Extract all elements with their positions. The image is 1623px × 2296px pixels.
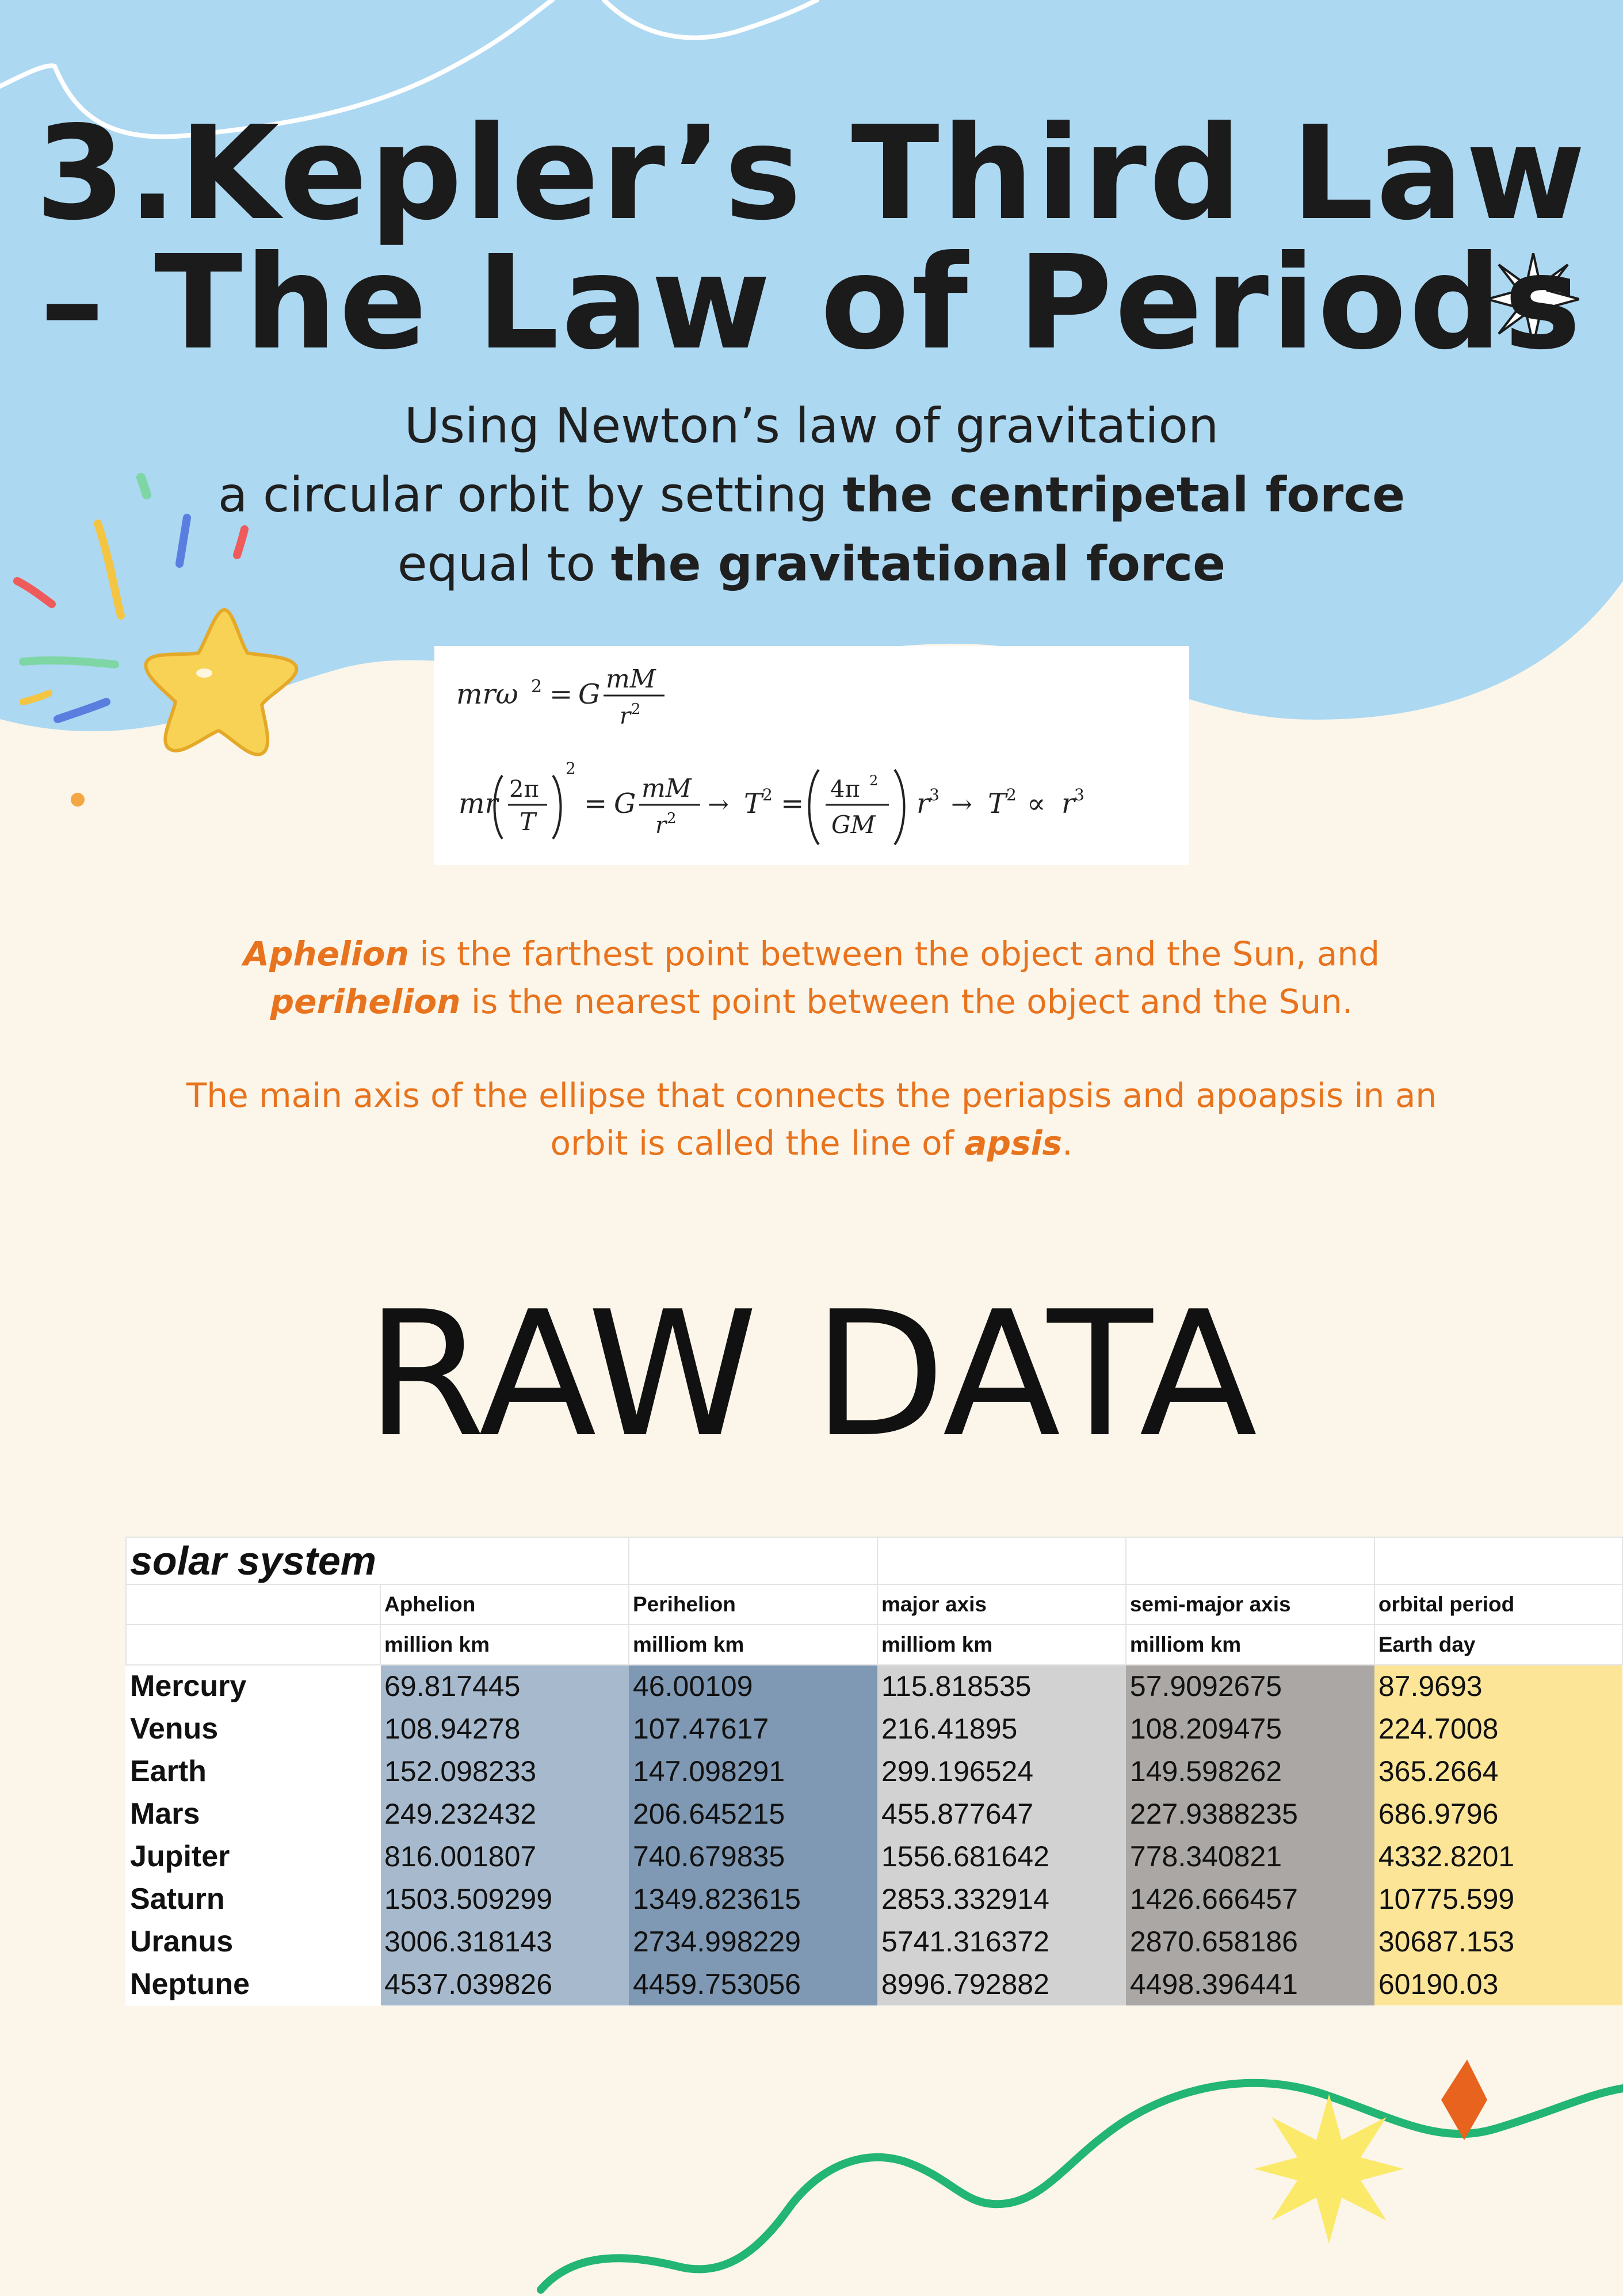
planet-name: Neptune [126, 1963, 380, 2005]
formula-image [434, 646, 1189, 865]
svg-text:∝: ∝ [1027, 788, 1046, 820]
perihelion-value: 1349.823615 [629, 1878, 877, 1920]
table-empty-cell [877, 1537, 1126, 1584]
semi-major-axis-value: 2870.658186 [1126, 1920, 1374, 1963]
orbital-period-value: 10775.599 [1374, 1878, 1622, 1920]
aphelion-value: 152.098233 [380, 1750, 629, 1793]
unit-semi-major-axis: milliom km [1126, 1625, 1374, 1665]
svg-text:→: → [951, 790, 972, 819]
subtitle-line-3-bold: the gravitational force [610, 536, 1226, 592]
perihelion-value: 46.00109 [629, 1665, 877, 1707]
svg-text:2π: 2π [509, 776, 539, 803]
formula-box [434, 646, 1189, 865]
orbital-period-value: 365.2664 [1374, 1750, 1622, 1793]
table-row [126, 1750, 1622, 1793]
svg-text:T: T [988, 788, 1007, 820]
aphelion-value: 816.001807 [380, 1835, 629, 1878]
subtitle-line-3-text: equal to [397, 536, 611, 592]
table-row [126, 1963, 1622, 2005]
table-row [126, 1835, 1622, 1878]
subtitle [0, 391, 1623, 598]
perihelion-value: 4459.753056 [629, 1963, 877, 2005]
planet-name: Earth [126, 1750, 380, 1793]
svg-text:G: G [614, 788, 636, 820]
table-row [126, 1665, 1622, 1707]
perihelion-value: 2734.998229 [629, 1920, 877, 1963]
table-title-cell [126, 1537, 380, 1584]
perihelion-value: 107.47617 [629, 1707, 877, 1750]
table-row [126, 1707, 1622, 1750]
aphelion-value: 3006.318143 [380, 1920, 629, 1963]
svg-text:4π: 4π [830, 776, 860, 803]
subtitle-line-2-text: a circular orbit by setting [217, 467, 843, 523]
svg-text:GM: GM [831, 811, 876, 839]
svg-text:=: = [781, 788, 804, 820]
table-empty-cell [1374, 1537, 1622, 1584]
planet-name: Saturn [126, 1878, 380, 1920]
major-axis-value: 5741.316372 [877, 1920, 1126, 1963]
planet-name: Mars [126, 1793, 380, 1835]
svg-text:2: 2 [531, 677, 543, 697]
title-line-2: – The Law of Periods [40, 228, 1583, 379]
orbital-period-value: 60190.03 [1374, 1963, 1622, 2005]
table-header-row [126, 1584, 1622, 1625]
table-row [126, 1920, 1622, 1963]
perihelion-value: 147.098291 [629, 1750, 877, 1793]
planet-name: Uranus [126, 1920, 380, 1963]
apsis-definition [0, 1072, 1623, 1167]
svg-text:2: 2 [667, 810, 677, 827]
semi-major-axis-value: 149.598262 [1126, 1750, 1374, 1793]
apsis-line-2 [0, 1120, 1623, 1167]
title-line-1: 3.Kepler’s Third Law [35, 98, 1588, 249]
semi-major-axis-value: 1426.666457 [1126, 1878, 1374, 1920]
header-major-axis: major axis [877, 1584, 1126, 1625]
svg-text:r: r [1061, 788, 1075, 820]
perihelion-line [0, 978, 1623, 1026]
svg-text:T: T [744, 788, 763, 820]
svg-text:mM: mM [606, 664, 656, 694]
solar-system-table [125, 1537, 1623, 2006]
table-empty-cell [126, 1625, 380, 1665]
subtitle-line-3 [0, 529, 1623, 598]
table-empty-cell [629, 1537, 877, 1584]
perihelion-text: is the nearest point between the object and the Sun. [460, 982, 1353, 1021]
svg-text:2: 2 [869, 773, 879, 789]
aphelion-text: is the farthest point between the object and the Sun, and [408, 934, 1380, 973]
table-title-spacer [380, 1537, 629, 1584]
svg-text:2: 2 [631, 701, 641, 718]
subtitle-line-2 [0, 460, 1623, 529]
perihelion-value: 206.645215 [629, 1793, 877, 1835]
header-perihelion: Perihelion [629, 1584, 877, 1625]
table-empty-cell [126, 1584, 380, 1625]
header-orbital-period: orbital period [1374, 1584, 1622, 1625]
orbital-period-value: 87.9693 [1374, 1665, 1622, 1707]
aphelion-value: 249.232432 [380, 1793, 629, 1835]
major-axis-value: 1556.681642 [877, 1835, 1126, 1878]
apsis-term: apsis [964, 1124, 1063, 1163]
star-icon [138, 598, 305, 765]
unit-orbital-period: Earth day [1374, 1625, 1622, 1665]
table-row [126, 1793, 1622, 1835]
aphelion-line [0, 930, 1623, 978]
aphelion-value: 4537.039826 [380, 1963, 629, 2005]
table-title: solar system [130, 1538, 377, 1583]
svg-text:=: = [584, 788, 608, 820]
major-axis-value: 455.877647 [877, 1793, 1126, 1835]
apsis-line-2-text: orbit is called the line of [550, 1124, 965, 1163]
svg-text:mM: mM [641, 774, 692, 803]
planet-name: Venus [126, 1707, 380, 1750]
orbital-period-value: 30687.153 [1374, 1920, 1622, 1963]
header-aphelion: Aphelion [380, 1584, 629, 1625]
svg-text:r: r [916, 788, 930, 820]
perihelion-value: 740.679835 [629, 1835, 877, 1878]
planet-name: Mercury [126, 1665, 380, 1707]
svg-text:2: 2 [762, 785, 773, 804]
svg-text:r: r [620, 703, 631, 729]
yellow-starburst-icon [1254, 2094, 1404, 2244]
unit-perihelion: milliom km [629, 1625, 877, 1665]
semi-major-axis-value: 108.209475 [1126, 1707, 1374, 1750]
apsis-period: . [1062, 1124, 1073, 1163]
aphelion-perihelion-definition [0, 930, 1623, 1026]
planet-name: Jupiter [126, 1835, 380, 1878]
semi-major-axis-value: 227.9388235 [1126, 1793, 1374, 1835]
perihelion-term: perihelion [270, 982, 461, 1021]
svg-text:2: 2 [1006, 785, 1017, 804]
subtitle-line-2-bold: the centripetal force [842, 467, 1406, 523]
semi-major-axis-value: 4498.396441 [1126, 1963, 1374, 2005]
semi-major-axis-value: 778.340821 [1126, 1835, 1374, 1878]
aphelion-value: 108.94278 [380, 1707, 629, 1750]
orbital-period-value: 224.7008 [1374, 1707, 1622, 1750]
unit-aphelion: million km [380, 1625, 629, 1665]
svg-text:r: r [655, 812, 667, 839]
table-row [126, 1878, 1622, 1920]
table-unit-row [126, 1625, 1622, 1665]
major-axis-value: 8996.792882 [877, 1963, 1126, 2005]
svg-text:T: T [520, 808, 536, 836]
svg-text:3: 3 [1074, 785, 1084, 804]
major-axis-value: 299.196524 [877, 1750, 1126, 1793]
aphelion-value: 1503.509299 [380, 1878, 629, 1920]
apsis-line-1: The main axis of the ellipse that connects the periapsis and apoapsis in an [186, 1076, 1437, 1115]
raw-data-heading: RAW DATA [365, 1274, 1258, 1475]
header-semi-major-axis: semi-major axis [1126, 1584, 1374, 1625]
orbital-period-value: 686.9796 [1374, 1793, 1622, 1835]
unit-major-axis: milliom km [877, 1625, 1126, 1665]
major-axis-value: 2853.332914 [877, 1878, 1126, 1920]
svg-text:=: = [549, 678, 573, 710]
page-title [0, 98, 1623, 379]
table-empty-cell [1126, 1537, 1374, 1584]
major-axis-value: 216.41895 [877, 1707, 1126, 1750]
orange-diamond-icon [1441, 2060, 1487, 2140]
orbital-period-value: 4332.8201 [1374, 1835, 1622, 1878]
semi-major-axis-value: 57.9092675 [1126, 1665, 1374, 1707]
aphelion-term: Aphelion [243, 934, 409, 973]
major-axis-value: 115.818535 [877, 1665, 1126, 1707]
svg-text:→: → [708, 790, 729, 819]
table-title-row [126, 1537, 1622, 1584]
svg-text:G: G [578, 678, 601, 710]
svg-text:3: 3 [929, 785, 940, 804]
svg-text:mr: mr [459, 788, 498, 820]
subtitle-line-1: Using Newton’s law of gravitation [404, 398, 1219, 454]
svg-text:2: 2 [566, 759, 576, 778]
aphelion-value: 69.817445 [380, 1665, 629, 1707]
svg-text:mrω: mrω [456, 678, 518, 710]
